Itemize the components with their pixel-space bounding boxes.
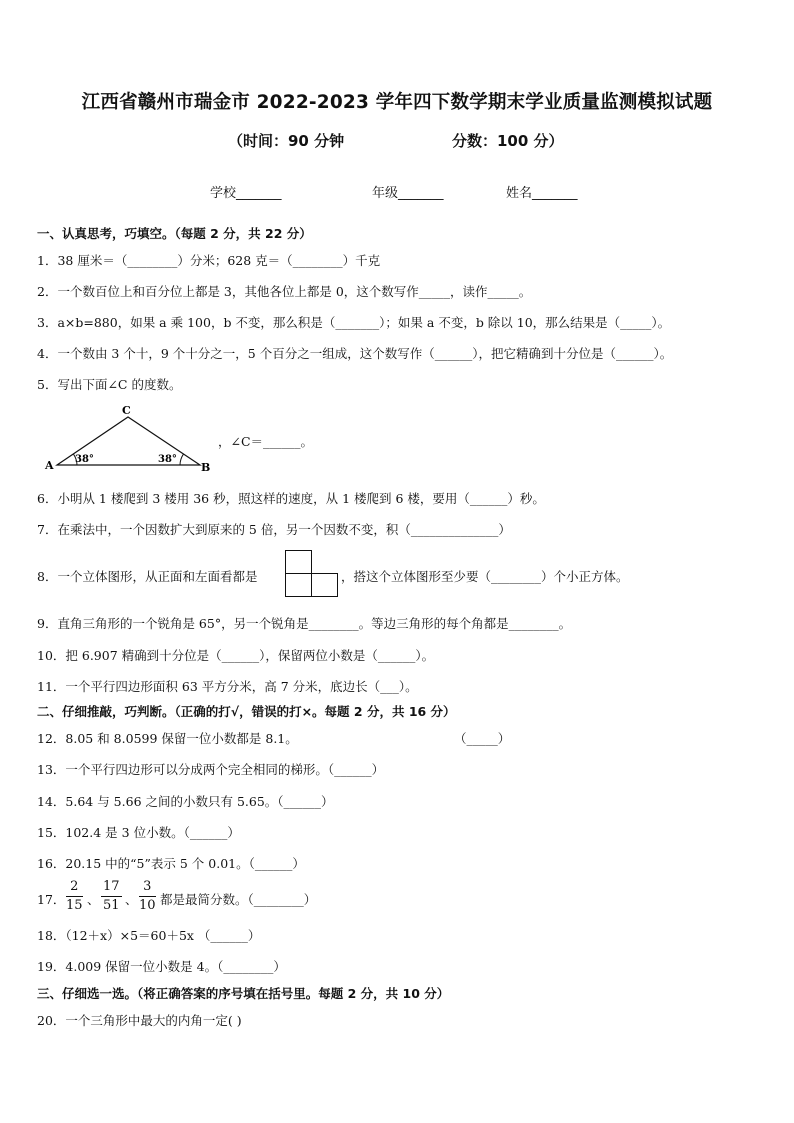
question-12: 12．8.05 和 8.0599 保留一位小数都是 8.1。 xyxy=(37,731,298,746)
question-14: 14．5.64 与 5.66 之间的小数只有 5.65。（______） xyxy=(37,794,334,809)
triangle-figure xyxy=(40,403,215,475)
fraction-3-numerator: 3 xyxy=(139,878,156,897)
question-16: 16．20.15 中的“5”表示 5 个 0.01。（______） xyxy=(37,856,305,871)
question-1: 1．38 厘米＝（________）分米；628 克＝（________）千克 xyxy=(37,253,381,268)
question-20: 20．一个三角形中最大的内角一定( ) xyxy=(37,1013,242,1028)
fraction-1-denominator: 15 xyxy=(66,898,83,913)
grade-field: 年级_______ xyxy=(372,186,444,201)
section-heading-3: 三、仔细选一选。（将正确答案的序号填在括号里。每题 2 分，共 10 分） xyxy=(37,986,450,1001)
question-5: 5．写出下面∠C 的度数。 xyxy=(37,377,182,392)
section-heading-2: 二、仔细推敲，巧判断。（正确的打√，错误的打×。每题 2 分，共 16 分） xyxy=(37,704,456,719)
question-15: 15．102.4 是 3 位小数。（______） xyxy=(37,825,240,840)
exam-time: （时间：90 分钟 xyxy=(228,132,345,150)
question-17-tail: 都是最简分数。（________） xyxy=(160,892,317,907)
school-field: 学校_______ xyxy=(210,186,282,201)
question-17-number: 17． xyxy=(37,892,66,907)
fraction-3 xyxy=(139,878,156,915)
vertex-c-label: C xyxy=(122,404,131,417)
question-7: 7．在乘法中，一个因数扩大到原来的 5 倍，另一个因数不变，积（______________） xyxy=(37,522,511,537)
question-18: 18．（12＋x）×5＝60＋5x （______） xyxy=(37,928,261,943)
fraction-2 xyxy=(101,878,122,915)
question-9: 9．直角三角形的一个锐角是 65°，另一个锐角是________。等边三角形的每个角都是________。 xyxy=(37,616,572,631)
exam-title: 江西省赣州市瑞金市 2022-2023 学年四下数学期末学业质量监测模拟试题 xyxy=(81,92,713,113)
fraction-separator-1: 、 xyxy=(87,892,100,907)
question-12-blank: （_____） xyxy=(454,731,511,746)
angle-a-label: 38° xyxy=(75,454,94,465)
question-8-end: ，搭这个立体图形至少要（________）个小正方体。 xyxy=(341,569,629,584)
question-11: 11．一个平行四边形面积 63 平方分米，高 7 分米，底边长（___）。 xyxy=(37,679,418,694)
exam-score: 分数：100 分） xyxy=(452,132,564,150)
vertex-a-label: A xyxy=(45,459,54,472)
section-heading-1: 一、认真思考，巧填空。（每题 2 分，共 22 分） xyxy=(37,226,312,241)
question-3: 3．a×b=880，如果 a 乘 100，b 不变，那么积是（_______）；如果 a 不变，b 除以 10，那么结果是（_____）。 xyxy=(37,315,671,330)
fraction-1-numerator: 2 xyxy=(66,878,83,897)
question-6: 6．小明从 1 楼爬到 3 楼用 36 秒，照这样的速度，从 1 楼爬到 6 楼，要用（______）秒。 xyxy=(37,491,545,506)
name-field: 姓名_______ xyxy=(506,186,578,201)
vertex-b-label: B xyxy=(201,461,211,474)
question-4: 4．一个数由 3 个十，9 个十分之一，5 个百分之一组成，这个数写作（______），把它精确到十分位是（______）。 xyxy=(37,346,673,361)
fraction-3-denominator: 10 xyxy=(139,898,156,913)
angle-b-label: 38° xyxy=(158,454,177,465)
question-10: 10．把 6.907 精确到十分位是（______），保留两位小数是（______）。 xyxy=(37,648,435,663)
question-13: 13．一个平行四边形可以分成两个完全相同的梯形。（______） xyxy=(37,762,385,777)
fraction-separator-2: 、 xyxy=(125,892,138,907)
question-19: 19．4.009 保留一位小数是 4。（________） xyxy=(37,959,286,974)
fraction-2-denominator: 51 xyxy=(103,898,120,913)
question-2: 2．一个数百位上和百分位上都是 3，其他各位上都是 0，这个数写作_____，读作_____。 xyxy=(37,284,532,299)
question-8-start: 8．一个立体图形，从正面和左面看都是 xyxy=(37,569,258,584)
cube-view-figure xyxy=(285,550,341,598)
question-5-answer: ，∠C＝______。 xyxy=(218,434,314,449)
fraction-1 xyxy=(66,878,83,915)
fraction-2-numerator: 17 xyxy=(101,878,122,897)
